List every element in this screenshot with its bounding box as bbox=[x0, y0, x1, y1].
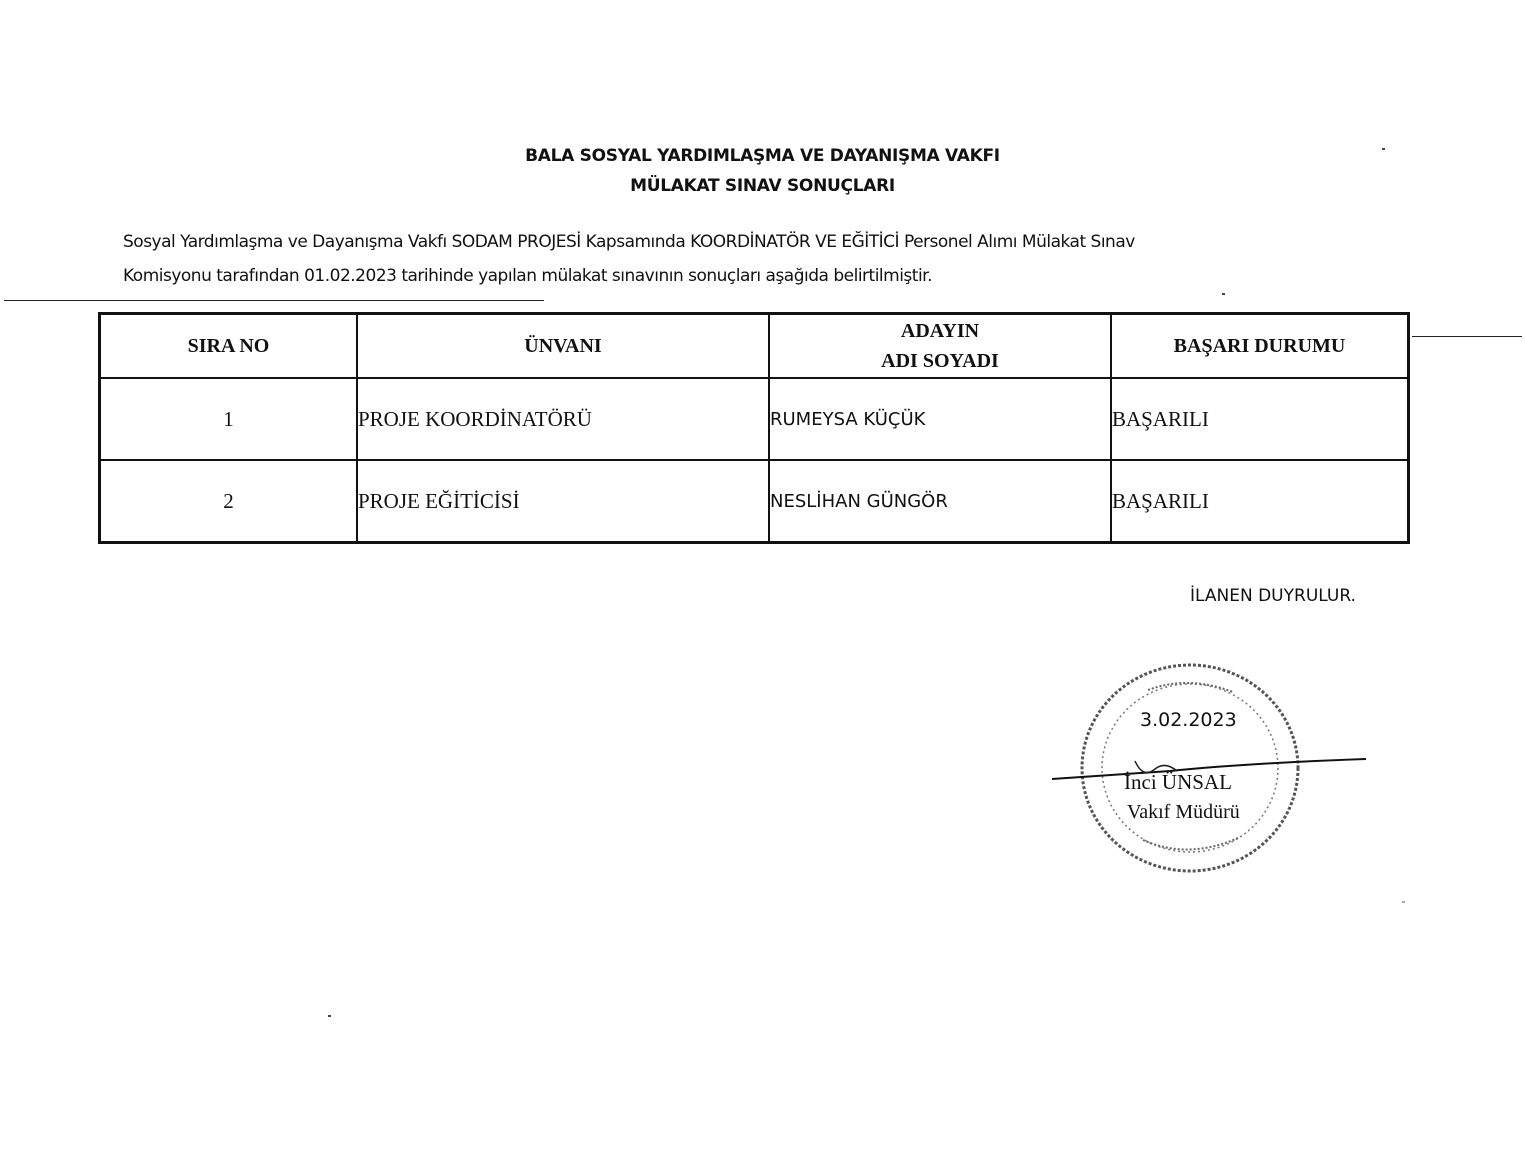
table-header-row bbox=[100, 314, 1409, 379]
header-aday bbox=[769, 314, 1111, 379]
header-unvani: ÜNVANI bbox=[357, 314, 769, 379]
scan-speck bbox=[328, 1015, 331, 1017]
scan-speck bbox=[1402, 901, 1405, 903]
row-name: RUMEYSA KÜÇÜK bbox=[769, 378, 1111, 460]
scan-speck bbox=[1222, 293, 1225, 295]
scan-line-right bbox=[1412, 336, 1522, 337]
document-title: BALA SOSYAL YARDIMLAŞMA VE DAYANIŞMA VAKFI bbox=[525, 146, 1000, 166]
header-basari-durumu: BAŞARI DURUMU bbox=[1111, 314, 1409, 379]
row-status: BAŞARILI bbox=[1111, 460, 1409, 543]
row-title: PROJE KOORDİNATÖRÜ bbox=[357, 378, 769, 460]
header-sira-no: SIRA NO bbox=[100, 314, 358, 379]
row-name: NESLİHAN GÜNGÖR bbox=[769, 460, 1111, 543]
header-aday-line-2: ADI SOYADI bbox=[881, 350, 999, 372]
signature-date: 3.02.2023 bbox=[1140, 709, 1237, 731]
scan-speck bbox=[1382, 148, 1385, 150]
notice-text: İLANEN DUYRULUR. bbox=[1190, 586, 1356, 606]
signatory-name: İnci ÜNSAL bbox=[1124, 770, 1232, 794]
table-row bbox=[100, 460, 1409, 543]
intro-text-line-1: Sosyal Yardımlaşma ve Dayanışma Vakfı SODAM PROJESİ Kapsamında KOORDİNATÖR VE EĞİTİCİ Personel Alımı Mülakat Sınav bbox=[123, 232, 1135, 252]
row-title: PROJE EĞİTİCİSİ bbox=[357, 460, 769, 543]
row-no: 1 bbox=[100, 378, 358, 460]
header-aday-line-1: ADAYIN bbox=[900, 320, 980, 342]
table-row bbox=[100, 378, 1409, 460]
intro-text-line-2: Komisyonu tarafından 01.02.2023 tarihinde yapılan mülakat sınavının sonuçları aşağıda belirtilmiştir. bbox=[123, 266, 933, 286]
document-subtitle: MÜLAKAT SINAV SONUÇLARI bbox=[630, 176, 895, 196]
scan-line-left bbox=[4, 300, 544, 301]
signatory-role: Vakıf Müdürü bbox=[1127, 801, 1240, 823]
row-status: BAŞARILI bbox=[1111, 378, 1409, 460]
row-no: 2 bbox=[100, 460, 358, 543]
results-table bbox=[98, 312, 1410, 544]
